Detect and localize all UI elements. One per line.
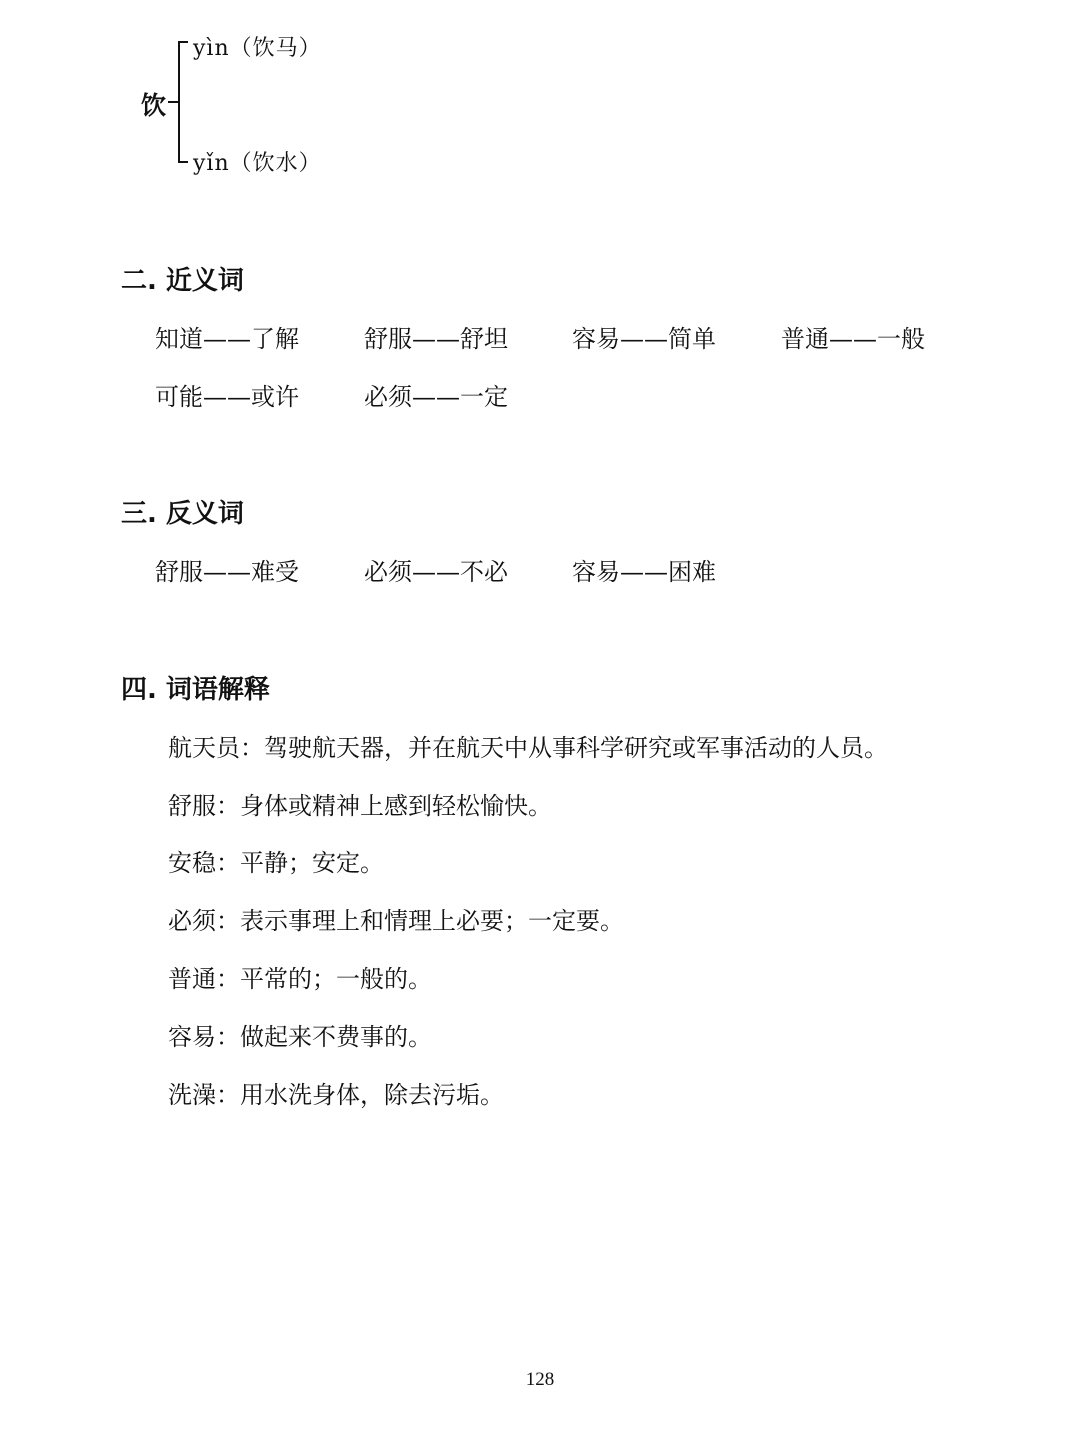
definition-item: 安稳：平静；安定。 (168, 849, 384, 877)
antonym-pair: 舒服——难受 (155, 558, 299, 586)
definition-item: 航天员：驾驶航天器，并在航天中从事科学研究或军事活动的人员。 (168, 734, 888, 762)
reading-1: yìn（饮马） (193, 36, 322, 61)
synonym-pair: 舒服——舒坦 (364, 325, 508, 353)
synonym-pair: 容易——简单 (572, 325, 716, 353)
definition-item: 容易：做起来不费事的。 (168, 1023, 432, 1051)
reading-2: yǐn（饮水） (193, 151, 322, 176)
definition-item: 舒服：身体或精神上感到轻松愉快。 (168, 792, 552, 820)
definition-item: 普通：平常的；一般的。 (168, 965, 432, 993)
synonym-pair: 知道——了解 (155, 325, 299, 353)
page-number: 128 (525, 1369, 555, 1390)
definition-item: 必须：表示事理上和情理上必要；一定要。 (168, 907, 624, 935)
antonym-pair: 必须——不必 (364, 558, 508, 586)
definition-item: 洗澡：用水洗身体，除去污垢。 (168, 1081, 504, 1109)
synonym-pair: 可能——或许 (155, 383, 299, 411)
antonym-pair: 容易——困难 (572, 558, 716, 586)
polyphone-character: 饮 (141, 91, 167, 120)
antonyms-heading: 三. 反义词 (121, 499, 244, 529)
definitions-heading: 四. 词语解释 (121, 675, 270, 705)
synonyms-heading: 二. 近义词 (121, 266, 244, 296)
synonym-pair: 必须——一定 (364, 383, 508, 411)
brace-connector (168, 36, 190, 168)
synonym-pair: 普通——一般 (781, 325, 925, 353)
